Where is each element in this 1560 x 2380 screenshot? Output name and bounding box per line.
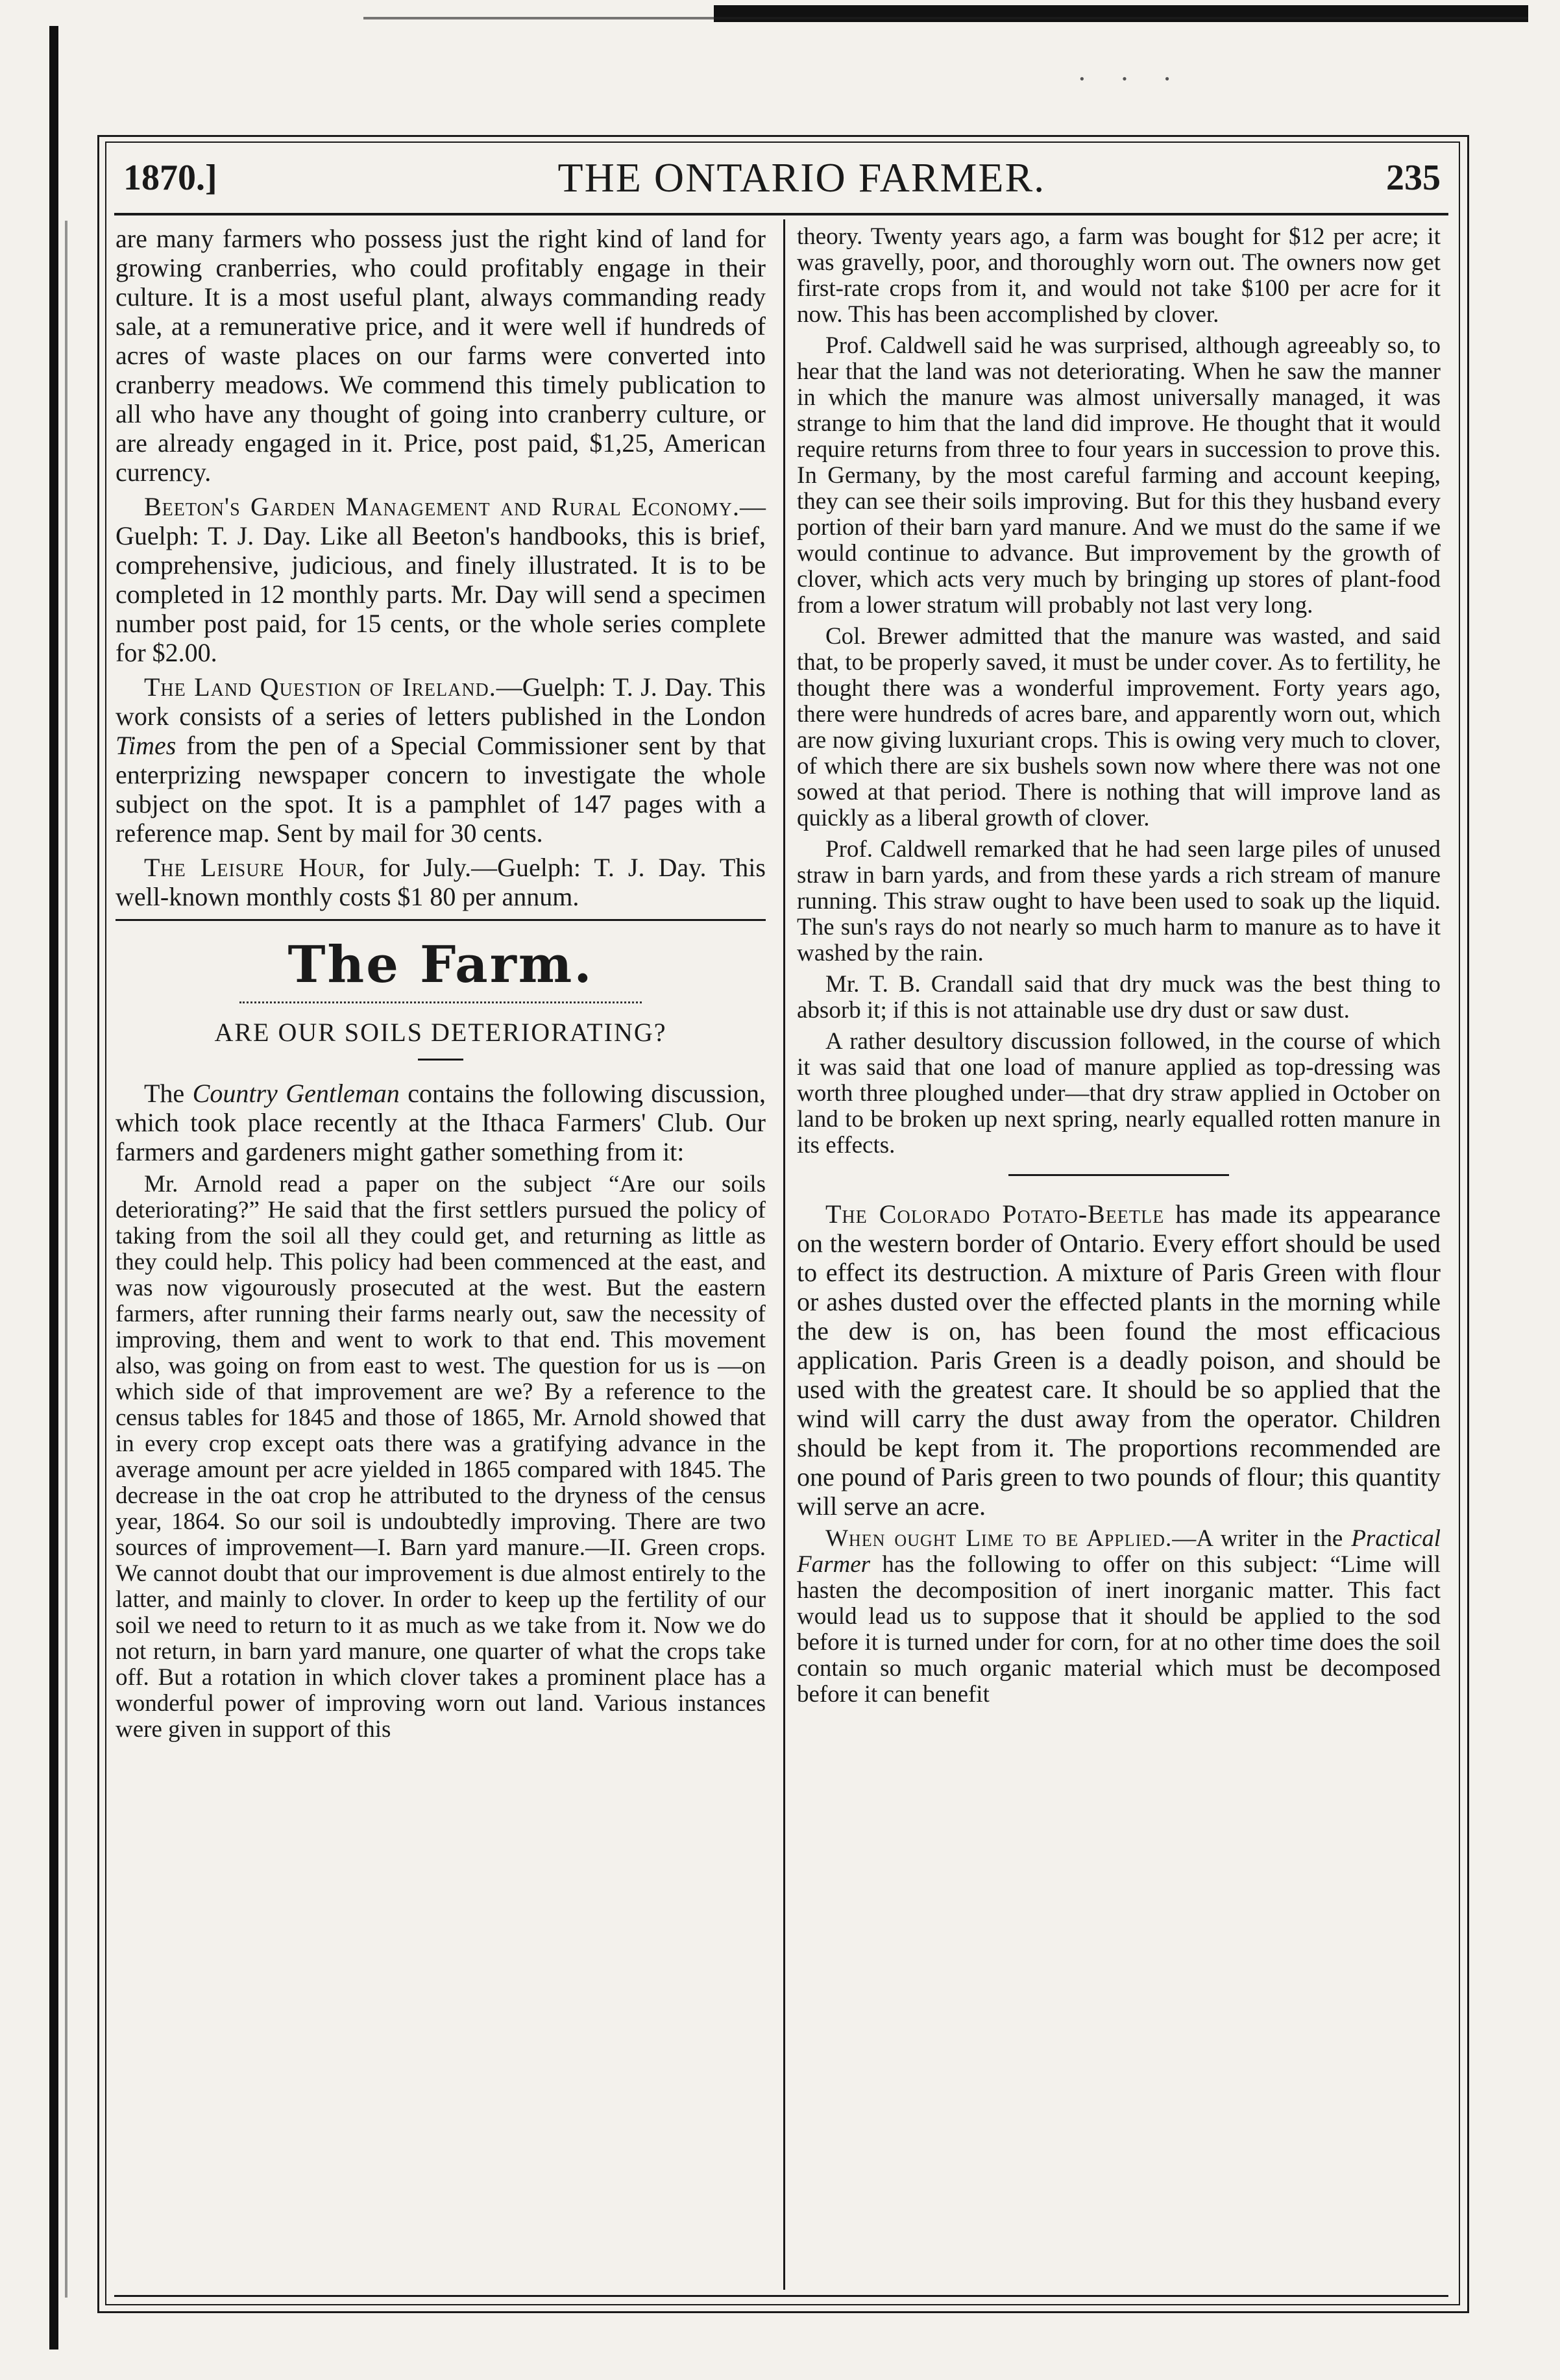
heading-dotted-rule	[239, 1001, 642, 1003]
header-title: THE ONTARIO FARMER.	[557, 154, 1046, 201]
land-question-italic: Times	[116, 731, 177, 760]
discussion-paragraph: A rather desultory discussion followed, in the course of which it was said that one load of manure applied as top-dressing was worth three ploughed under—that dry straw applied in October on land to be broken up next spring, nearly equalled rotten manure in its effects.	[797, 1028, 1441, 1159]
right-column	[797, 224, 1441, 1713]
beeton-lead: Beeton's Garden Management and Rural Economy.	[144, 492, 740, 521]
beeton-body: —Guelph: T. J. Day. Like all Beeton's handbooks, this is brief, comprehensive, judicious, and finely illustrated. It is to be completed in 12 monthly parts. Mr. Day will send a specimen number post paid, for 15 cents, or the whole series complete for $2.00.	[116, 492, 766, 667]
header-rule	[114, 213, 1448, 215]
potato-beetle-body: has made its appearance on the western border of Ontario. Every effort should be used to effect its destruction. A mixture of Paris Green with flour or ashes dusted over the effected plants in the morning while the dew is on, has been found the most efficacious application. Paris Green is a deadly poison, and should be used with the greatest care. It should be so applied that the wind will carry the dust away from the operator. Children should be kept from it. The proportions recommended are one pound of Paris green to two pounds of flour; this quantity will serve an acre.	[797, 1199, 1441, 1521]
lime-notice	[797, 1526, 1441, 1708]
article-end-rule	[1008, 1174, 1229, 1176]
binding-edge	[49, 26, 58, 2349]
land-question-body-b: from the pen of a Special Commissioner sent by that enterprizing newspaper concern to investigate the whole subject on the spot. It is a pamphlet of 147 pages with a reference map. Sent by mail for 30 cents.	[116, 731, 766, 848]
potato-beetle-notice	[797, 1199, 1441, 1521]
scan-specks: · · ·	[1077, 63, 1185, 95]
caldwell-straw-paragraph: Prof. Caldwell remarked that he had seen large piles of unused straw in barn yards, and from these yards a rich stream of manure running. This straw ought to have been used to soak up the liquid. The sun's rays do not nearly so much harm to manure as to have it washed by the rain.	[797, 836, 1441, 966]
page-number: 235	[1386, 158, 1441, 198]
cranberry-review-paragraph: are many farmers who possess just the right kind of land for growing cranberries, who could profitably engage in their culture. It is a most useful plant, always commanding ready sale, at a remunerative price, and it were well if hundreds of acres of waste places on our farms were converted into cranberry meadows. We commend this timely publication to all who have any thought of going into cranberry culture, or are already engaged in it. Price, post paid, $1,25, American currency.	[116, 224, 766, 487]
land-question-lead: The Land Question of Ireland.	[144, 672, 496, 702]
leisure-hour-body: for July.—Guelph: T. J. Day. This well-known monthly costs $1 80 per annum.	[116, 853, 766, 911]
leisure-hour-lead: The Leisure Hour,	[144, 853, 366, 882]
left-column	[116, 224, 766, 1748]
crandall-paragraph: Mr. T. B. Crandall said that dry muck was the best thing to absorb it; if this is not attainable use dry dust or saw dust.	[797, 971, 1441, 1024]
beeton-notice	[116, 492, 766, 667]
article-title: ARE OUR SOILS DETERIORATING?	[214, 1018, 667, 1047]
potato-beetle-lead: The Colorado Potato-Beetle	[825, 1199, 1165, 1229]
clover-theory-paragraph: theory. Twenty years ago, a farm was bought for $12 per acre; it was gravelly, poor, and thoroughly worn out. The owners now get first-rate crops from it, and would not take $100 per acre for it now. This has been accomplished by clover.	[797, 223, 1441, 328]
brewer-paragraph: Col. Brewer admitted that the manure was wasted, and said that, to be properly saved, it must be under cover. As to fertility, he thought there was a wonderful improvement. Forty years ago, there were hundreds of acres bare, and apparently worn out, which are now giving luxuriant crops. This is owing very much to clover, of which there are six bushels sown now where there was not one sowed at that period. There is nothing that will improve land as quickly as a liberal growth of clover.	[797, 623, 1441, 831]
section-heading-farm: The Farm.	[287, 935, 594, 994]
caldwell-paragraph: Prof. Caldwell said he was surprised, although agreeably so, to hear that the land was not deteriorating. When he saw the manner in which the manure was almost universally managed, it was strange to him that the land did improve. He thought that it would require returns from three to four years in succession to prove this. In Germany, by the most careful farming and account keeping, they can see their soils improving. But for this they husband every portion of their barn yard manure. And we must do the same if we would continue to advance. But improvement by the growth of clover, which acts very much by bringing up stores of plant-food from a lower stratum will probably not last very long.	[797, 332, 1441, 619]
top-scan-rule-thin	[363, 17, 1528, 19]
land-question-body-a: —Guelph: T. J. Day. This work consists of a series of letters published in the London	[116, 672, 766, 731]
column-divider	[783, 219, 785, 2290]
section-rule	[116, 919, 766, 921]
binding-edge-shadow	[65, 221, 67, 2298]
lime-body-b: has the following to offer on this subject: “Lime will hasten the decomposition of inert inorganic matter. This fact would lead us to suppose that it should be applied to the sod before it is turned under for corn, for at no other time does the soil contain so much organic material which must be decomposed before it can benefit	[797, 1551, 1441, 1708]
arnold-paragraph: Mr. Arnold read a paper on the subject “Are our soils deteriorating?” He said that the first settlers pursued the policy of taking from the soil all they could get, and returning as little as they could help. This policy had been commenced at the east, and was now vigourously prosecuted at the west. But the eastern farmers, after running their farms nearly out, saw the necessity of improving, them and went to work to that end. This movement also, was going on from east to west. The question for us is —on which side of that improvement are we? By a reference to the census tables for 1845 and those of 1865, Mr. Arnold showed that in every crop except oats there was a gratifying advance in the average amount per acre yielded in 1865 compared with 1845. The decrease in the oat crop he attributed to the dryness of the census year, 1864. So our soil is undoubtedly improving. There are two sources of improvement—I. Barn yard manure.—II. Green crops. We cannot doubt that our improvement is due almost entirely to the latter, and mainly to clover. In order to keep up the fertility of our soil we need to return to it as much as we take from it. Now we do not return, in barn yard manure, one quarter of what the crops take off. But a rotation in which clover takes a prominent place has a wonderful power of improving worn out land. Various instances were given in support of this	[116, 1171, 766, 1743]
running-header	[123, 151, 1441, 205]
intro-b: contains the following discussion, which took place recently at the Ithaca Farmers' Club. Our farmers and gardeners might gather something from it:	[116, 1079, 766, 1166]
bottom-rule	[114, 2295, 1448, 2297]
article-intro	[116, 1079, 766, 1166]
lime-italic: Practical Farmer	[797, 1525, 1441, 1578]
top-scan-rule	[714, 5, 1528, 22]
land-question-notice	[116, 672, 766, 848]
leisure-hour-notice	[116, 853, 766, 911]
lime-lead: When ought Lime to be Applied.	[825, 1525, 1173, 1552]
header-date: 1870.]	[123, 158, 217, 198]
lime-body-a: —A writer in the	[1172, 1525, 1352, 1552]
intro-a: The	[144, 1079, 193, 1108]
title-rule	[418, 1059, 463, 1061]
intro-italic: Country Gentleman	[192, 1079, 400, 1108]
